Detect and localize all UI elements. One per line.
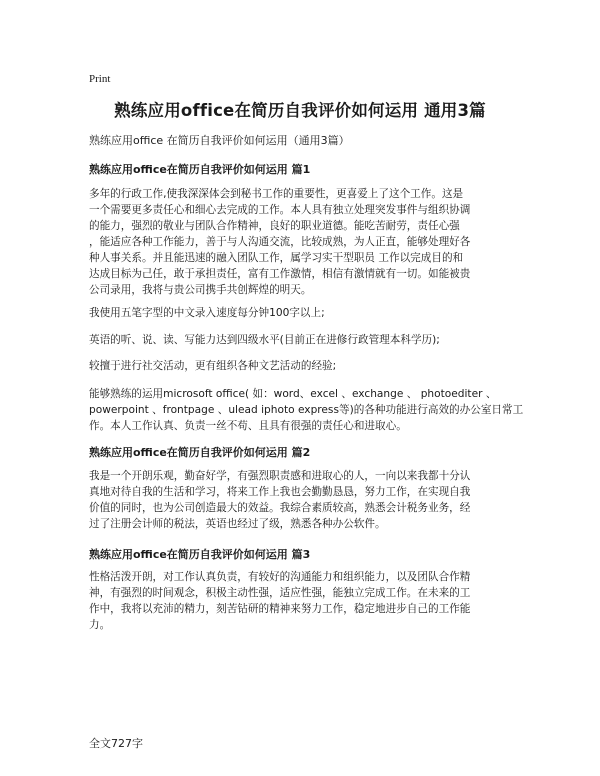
text-line: ，能适应各种工作能力，善于与人沟通交流，比较成熟，为人正直，能够处理好各 (89, 236, 471, 248)
section-3-paragraph-1 (89, 569, 513, 633)
text-line: 能够熟练的运用microsoft office( 如：word、excel 、exchange 、 photoediter 、 (89, 388, 497, 400)
text-line: 性格活泼开朗，对工作认真负责，有较好的沟通能力和组织能力，以及团队合作精 (89, 571, 471, 583)
section-1-paragraph-2 (89, 305, 513, 321)
text-line: powerpoint 、frontpage 、ulead iphoto express等)的各种功能进行高效的办公室日常工 (89, 404, 524, 416)
section-1-paragraph-1 (89, 186, 513, 298)
print-label: Print (89, 73, 111, 85)
section-1-paragraph-4 (89, 358, 513, 374)
text-line: 多年的行政工作,使我深深体会到秘书工作的重要性，更喜爱上了这个工作。这是 (89, 188, 464, 200)
text-line: 神，有强烈的时间观念，积极主动性强，适应性强，能独立完成工作。在未来的工 (89, 587, 471, 599)
text-line: 力。 (89, 619, 111, 631)
text-line: 过了注册会计师的税法，英语也经过了级，熟悉各种办公软件。 (89, 518, 386, 530)
text-line: 较擅于进行社交活动，更有组织各种文艺活动的经验; (89, 360, 337, 372)
text-line: 真地对待自我的生活和学习，将来工作上我也会勤勤恳恳，努力工作，在实现自我 (89, 486, 471, 498)
text-line: 价值的同时，也为公司创造最大的效益。我综合素质较高，熟悉会计税务业务，经 (89, 502, 471, 514)
section-2-paragraph-1 (89, 468, 513, 532)
document-subtitle: 熟练应用office 在简历自我评价如何运用（通用3篇） (89, 134, 350, 147)
section-1-paragraph-5 (89, 386, 524, 434)
text-line: 一个需要更多责任心和细心去完成的工作。本人具有独立处理突发事件与组织协调 (89, 204, 471, 216)
section-1-heading: 熟练应用office在简历自我评价如何运用 篇1 (89, 163, 311, 176)
section-2-heading: 熟练应用office在简历自我评价如何运用 篇2 (89, 446, 311, 459)
text-line: 种人事关系。并且能迅速的融入团队工作，属学习实干型职员 工作以完成目的和 (89, 252, 464, 264)
text-line: 作中，我将以充沛的精力，刻苦钻研的精神来努力工作，稳定地进步自己的工作能 (89, 603, 471, 615)
text-line: 的能力，强烈的敬业与团队合作精神，良好的职业道德。能吃苦耐劳，责任心强 (89, 220, 460, 232)
text-line: 我是一个开朗乐观，勤奋好学，有强烈职责感和进取心的人，一向以来我都十分认 (89, 470, 471, 482)
text-line: 英语的听、说、读、写能力达到四级水平(目前正在进修行政管理本科学历); (89, 334, 440, 346)
document-title: 熟练应用office在简历自我评价如何运用 通用3篇 (114, 101, 486, 120)
text-line: 作。本人工作认真、负责一丝不苟、且具有很强的责任心和进取心。 (89, 420, 407, 432)
text-line: 达成目标为己任，敢于承担责任，富有工作激情，相信有激情就有一切。如能被贵 (89, 268, 471, 280)
section-1-paragraph-3 (89, 332, 513, 348)
text-line: 我使用五笔字型的中文录入速度每分钟100字以上; (89, 307, 325, 319)
section-3-heading: 熟练应用office在简历自我评价如何运用 篇3 (89, 548, 311, 561)
word-count: 全文727字 (89, 737, 143, 750)
text-line: 公司录用，我将与贵公司携手共创辉煌的明天。 (89, 284, 312, 296)
